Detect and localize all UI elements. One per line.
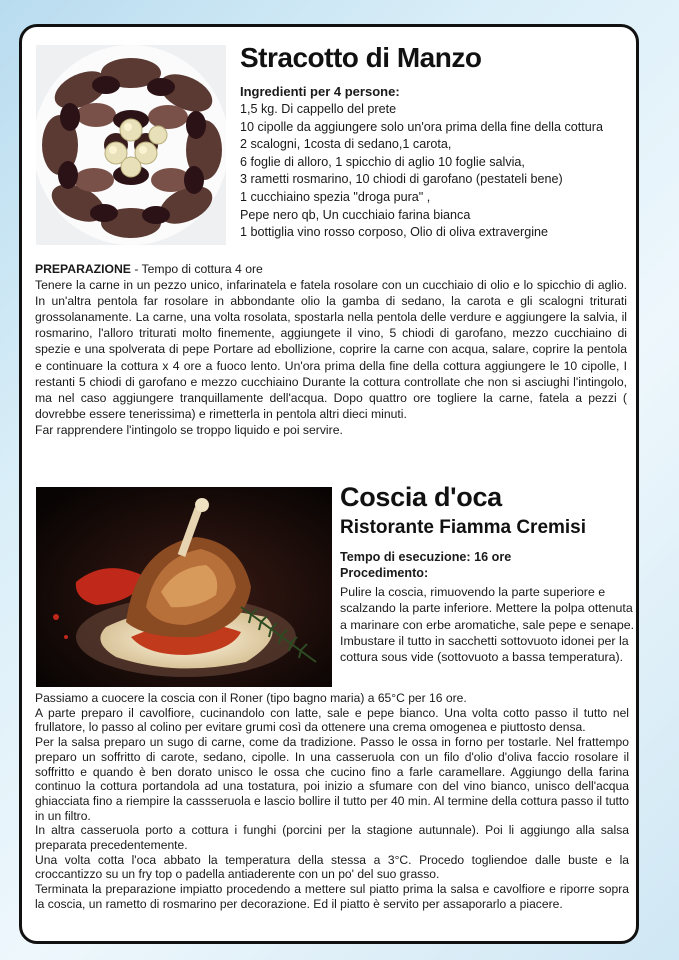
preparation-time: - Tempo di cottura 4 ore — [130, 262, 263, 276]
goose-leg-dish-illustration — [36, 487, 332, 687]
coscia-photo — [36, 487, 332, 687]
ingredient-item: 1,5 kg. Di cappello del prete — [240, 102, 397, 116]
ingredient-item: 1 bottiglia vino rosso corposo, Olio di oliva extravergine — [240, 225, 549, 240]
recipe2-subtitle: Ristorante Fiamma Cremisi — [340, 517, 587, 538]
recipe2-title: Coscia d'oca — [340, 482, 502, 512]
preparation-end: Far rapprendere l'intingolo se troppo liquido e poi servire. — [35, 422, 343, 437]
procedure-paragraph: A parte preparo il cavolfiore, cucinandolo con latte, sale e pepe bianco. Una volta cotto passo il tutto nel frullatore, lo passo al colino per evitare grumi così da ottenere una crema omogenea e piuttosto densa. — [35, 705, 629, 735]
ingredient-item: 10 cipolle da aggiungere solo un'ora prima della fine della cottura — [240, 119, 603, 134]
recipe2-procedure-body — [35, 691, 629, 912]
preparation-text: Tenere la carne in un pezzo unico, infarinatela e fatela rosolare con un cucchiaio di olio e lo spicchio di aglio. In un'altra pentola far rosolare in abbondante olio la gamba di sedano, la carota e gli scalogni triturati grossolanamente. La carne, una volta rosolata, spostarla nella pentola delle verdure e aggiungere la salvia, il rosmarino, l'alloro triturati molto finemente, aggiungete il vino, 5 chiodi di garofano, mezzo cucchiaino di spezie e una spolverata di pepe Portare ad ebollizione, coprire la carne con acqua, salare, coprire la pentola e continuare la cottura x 4 ore a fuoco lento. Un'ora prima della fine della cottura aggiungere le 10 cipolle, I restanti 5 chiodi di garofano e mezzo cucchiaino Durante la cottura controllate che non si asciughi l'intingolo, ma nel caso aggiungere tranquillamente dell'acqua. Dopo quattro ore togliere la carne, fatela a pezzi ( dovrebbe essere tenerissima) e rimetterla in pentola altri dieci minuti. — [35, 278, 627, 421]
recipe2-time: Tempo di esecuzione: 16 ore — [340, 550, 512, 564]
ingredient-item: 6 foglie di alloro, 1 spicchio di aglio 10 foglie salvia, — [240, 154, 525, 169]
ingredient-item: 1 cucchiaino spezia "droga pura" , — [240, 189, 431, 204]
recipe1-title: Stracotto di Manzo — [240, 42, 482, 73]
procedure-paragraph: Passiamo a cuocere la coscia con il Roner (tipo bagno maria) a 65°C per 16 ore. — [35, 691, 467, 705]
procedure-paragraph: Una volta cotta l'oca abbato la temperatura della stessa a 3°C. Procedo togliendoe dalle buste e la croccantizzo su un fry top o padella antiaderente con un po' del suo grasso. — [35, 852, 629, 882]
beef-stew-plate-illustration — [36, 45, 226, 245]
stracotto-photo — [36, 45, 226, 245]
recipe2-procedure-label: Procedimento: — [340, 566, 429, 581]
recipe2-meta — [340, 549, 511, 582]
ingredient-item: 2 scalogni, 1costa di sedano,1 carota, — [240, 137, 452, 152]
procedure-paragraph: Terminata la preparazione impiatto procedendo a mettere sul piatto prima la salsa e cavolfiore e riporre sopra la coscia, un rametto di rosmarino per decorazione. Ed il piatto è servito per assaporarlo a piacere. — [35, 882, 629, 911]
ingredient-item: Pepe nero qb, Un cucchiaio farina bianca — [240, 207, 471, 222]
preparation-section — [35, 261, 627, 438]
ingredients-heading: Ingredienti per 4 persone: — [240, 84, 400, 99]
procedure-paragraph: In altra casseruola porto a cottura i funghi (porcini per la stagione autunnale). Poi li aggiungo alla salsa preparata precedentemente. — [35, 823, 629, 853]
ingredient-item: 3 rametti rosmarino, 10 chiodi di garofano (pestateli bene) — [240, 172, 563, 187]
ingredients-list — [240, 101, 639, 242]
recipe-page — [19, 24, 639, 944]
procedure-paragraph: Per la salsa preparo un sugo di carne, come da tradizione. Passo le ossa in forno per tostarle. Nel frattempo preparo un soffritto di carote, sedano, cipolle. In una casseruola con un filo d'olio d'oliva faccio rosolare il soffritto e quando è ben dorato unisco le ossa che cucino fino a farle caramellare. Aggiungo della farina continuo la cottura portandola ad una tostatura, poi inizio a sfumare con del vino bianco, unisco dell'acqua ghiacciata fino a riempire la cassseruola e lascio bollire il tutto per 40 min. Al termine della cottura passo il tutto in un filtro. — [35, 735, 629, 823]
preparation-label: PREPARAZIONE — [35, 262, 131, 276]
recipe2-procedure-intro: Pulire la coscia, rimuovendo la parte superiore e scalzando la parte inferiore. Mettere la polpa ottenuta a marinare con erbe aromatiche, sale pepe e senape. Imbustare il tutto in sacchetti sottovuoto idonei per la cottura sous vide (sottovuoto a bassa temperatura). — [340, 585, 635, 665]
